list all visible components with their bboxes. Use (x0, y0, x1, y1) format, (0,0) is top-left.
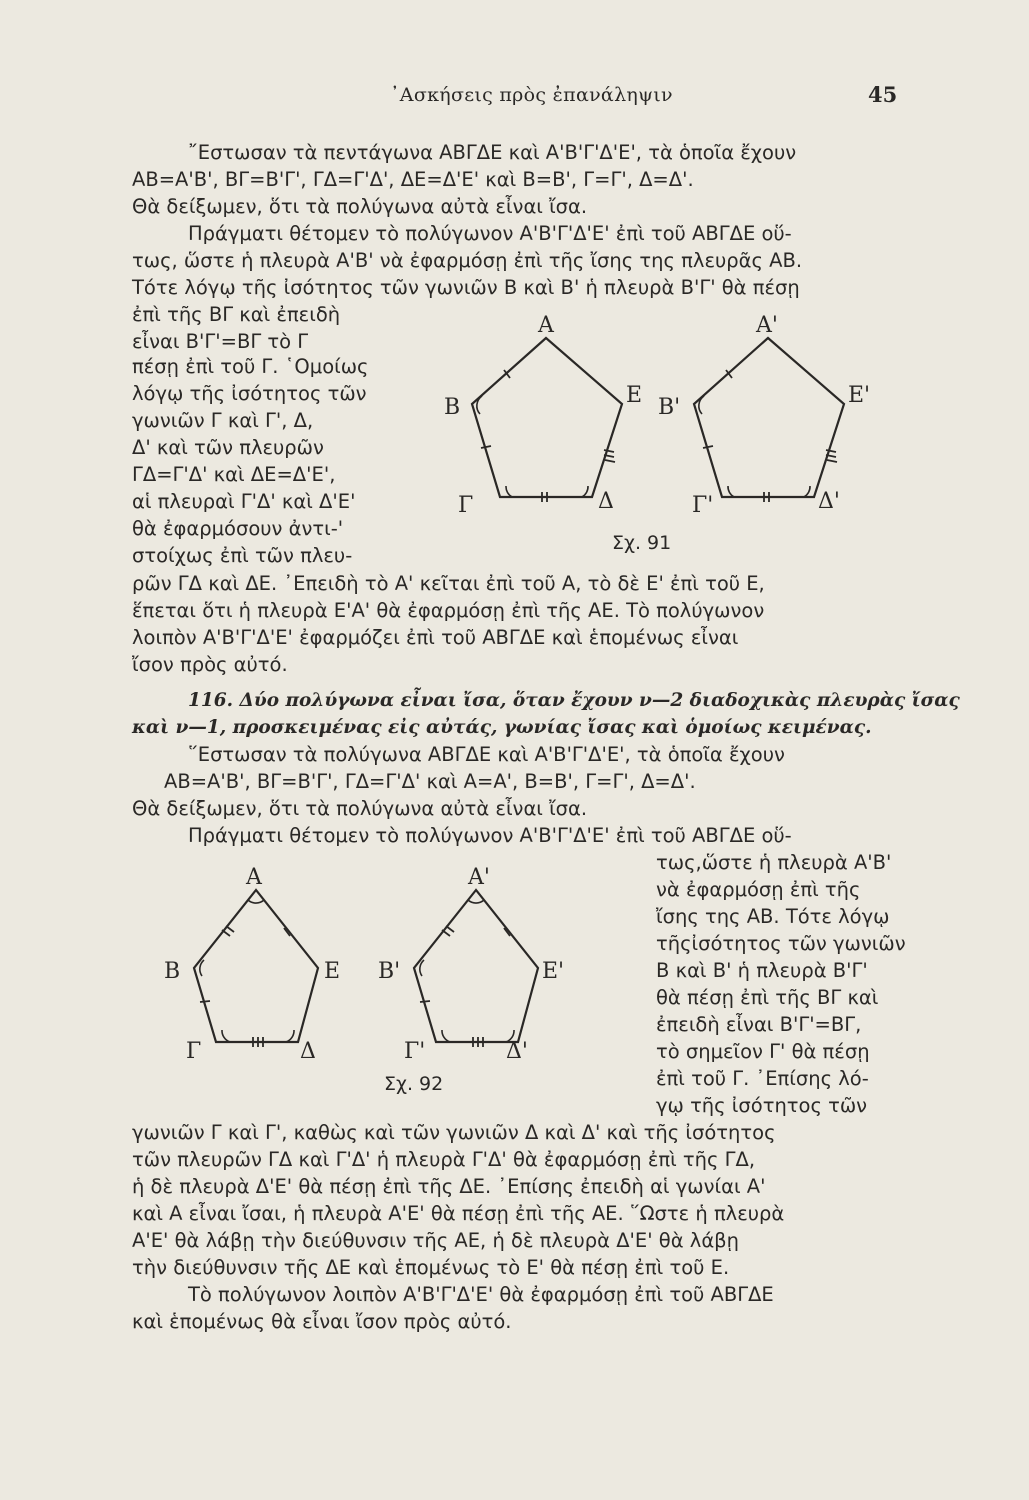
vertex-label: Α (538, 313, 554, 338)
text-line: ἐπὶ τῆς ΒΓ καὶ ἐπειδὴ (132, 303, 341, 326)
vertex-label: Β' (658, 395, 681, 420)
figure-caption: Σχ. 92 (384, 1073, 444, 1095)
text-line: ἐπὶ τοῦ Γ. ᾿Επίσης λό- (656, 1067, 869, 1090)
vertex-label: Δ (300, 1039, 316, 1064)
text-line: καὶ Α εἶναι ἴσαι, ἡ πλευρὰ Α'Ε' θὰ πέσῃ ἐπὶ τῆς ΑΕ. ῞Ωστε ἡ πλευρὰ (132, 1202, 785, 1225)
text-line: ΓΔ=Γ'Δ' καὶ ΔΕ=Δ'Ε', (132, 463, 336, 486)
text-line: στοίχως ἐπὶ τῶν πλευ- (132, 544, 353, 567)
vertex-label: Β (444, 395, 461, 420)
vertex-label: Ε' (542, 959, 565, 984)
vertex-label: Γ' (692, 493, 714, 518)
pentagon-abgde (194, 890, 318, 1042)
text-line: Δ' καὶ τῶν πλευρῶν (132, 436, 324, 459)
text-line: Α'Ε' θὰ λάβῃ τὴν διεύθυνσιν τῆς ΑΕ, ἡ δὲ πλευρὰ Δ'Ε' θὰ λάβῃ (132, 1229, 739, 1252)
vertex-label: Α (246, 865, 262, 890)
figure-91 (430, 300, 880, 550)
text-line: αἱ πλευραὶ Γ'Δ' καὶ Δ'Ε' (132, 490, 356, 513)
text-line: ῎Εστωσαν τὰ πεντάγωνα ΑΒΓΔΕ καὶ Α'Β'Γ'Δ'Ε', τὰ ὁποῖα ἔχουν (188, 141, 797, 164)
text-line: γωνιῶν Γ καὶ Γ', Δ, (132, 409, 314, 432)
text-line: Τότε λόγῳ τῆς ἰσότητος τῶν γωνιῶν Β καὶ Β' ἡ πλευρὰ Β'Γ' θὰ πέσῃ (132, 276, 800, 299)
figure-caption: Σχ. 91 (612, 532, 672, 554)
vertex-label: Β' (378, 959, 401, 984)
vertex-label: Α' (756, 313, 778, 338)
text-line: ΑΒ=Α'Β', ΒΓ=Β'Γ', ΓΔ=Γ'Δ' καὶ Α=Α', Β=Β', Γ=Γ', Δ=Δ'. (164, 770, 696, 793)
vertex-label: Γ (458, 493, 474, 518)
vertex-label: Β (164, 959, 181, 984)
text-line: θὰ ἐφαρμόσουν ἀντι-' (132, 517, 344, 540)
theorem-heading: καὶ ν—1, προσκειμένας εἰς αὐτάς, γωνίας ἴσας καὶ ὁμοίως κειμένας. (132, 717, 872, 738)
text-line: τως, ὥστε ἡ πλευρὰ Α'Β' νὰ ἐφαρμόσῃ ἐπὶ τῆς ἴσης της πλευρᾶς ΑΒ. (132, 249, 803, 272)
vertex-label: Α' (468, 865, 490, 890)
text-line: ρῶν ΓΔ καὶ ΔΕ. ᾿Επειδὴ τὸ Α' κεῖται ἐπὶ τοῦ Α, τὸ δὲ Ε' ἐπὶ τοῦ Ε, (132, 572, 765, 595)
vertex-label: Ε (626, 383, 643, 408)
vertex-label: Γ' (404, 1039, 426, 1064)
vertex-label: Δ' (818, 489, 840, 514)
text-line: θὰ πέσῃ ἐπὶ τῆς ΒΓ καὶ (656, 986, 879, 1009)
text-line: εἶναι Β'Γ'=ΒΓ τὸ Γ (132, 330, 309, 353)
text-line: Πράγματι θέτομεν τὸ πολύγωνον Α'Β'Γ'Δ'Ε' ἐπὶ τοῦ ΑΒΓΔΕ οὕ- (188, 222, 792, 245)
text-line: τῆςἰσότητος τῶν γωνιῶν (656, 932, 906, 955)
text-line: τὴν διεύθυνσιν τῆς ΔΕ καὶ ἑπομένως τὸ Ε' θὰ πέσῃ ἐπὶ τοῦ Ε. (132, 1256, 730, 1279)
vertex-label: Γ (186, 1039, 202, 1064)
text-line: ἴσης της ΑΒ. Τότε λόγῳ (656, 905, 890, 928)
pentagon-a-prime (414, 890, 538, 1042)
text-line: λόγῳ τῆς ἰσότητος τῶν (132, 382, 367, 405)
theorem-heading: 116. Δύο πολύγωνα εἶναι ἴσα, ὅταν ἔχουν ν—2 διαδοχικὰς πλευρὰς ἴσας (188, 690, 960, 711)
page-number: 45 (868, 82, 898, 107)
vertex-label: Δ' (506, 1039, 528, 1064)
text-line: ἴσον πρὸς αὐτό. (132, 653, 288, 676)
text-line: ῞Εστωσαν τὰ πολύγωνα ΑΒΓΔΕ καὶ Α'Β'Γ'Δ'Ε', τὰ ὁποῖα ἔχουν (188, 743, 785, 766)
text-line: ἐπειδὴ εἶναι Β'Γ'=ΒΓ, (656, 1013, 862, 1036)
text-line: Θὰ δείξωμεν, ὅτι τὰ πολύγωνα αὐτὰ εἶναι ἴσα. (132, 797, 588, 820)
pentagon-a-prime (694, 338, 844, 497)
text-line: γῳ τῆς ἰσότητος τῶν (656, 1094, 868, 1117)
text-line: Θὰ δείξωμεν, ὅτι τὰ πολύγωνα αὐτὰ εἶναι ἴσα. (132, 195, 588, 218)
text-line: γωνιῶν Γ καὶ Γ', καθὼς καὶ τῶν γωνιῶν Δ καὶ Δ' καὶ τῆς ἰσότητος (132, 1121, 776, 1144)
text-line: Πράγματι θέτομεν τὸ πολύγωνον Α'Β'Γ'Δ'Ε' ἐπὶ τοῦ ΑΒΓΔΕ οὕ- (188, 824, 792, 847)
text-line: πέσῃ ἐπὶ τοῦ Γ. ῾Ομοίως (132, 355, 369, 378)
text-line: τὸ σημεῖον Γ' θὰ πέσῃ (656, 1040, 870, 1063)
text-line: λοιπὸν Α'Β'Γ'Δ'Ε' ἐφαρμόζει ἐπὶ τοῦ ΑΒΓΔΕ καὶ ἑπομένως εἶναι (132, 626, 739, 649)
text-line: ἕπεται ὅτι ἡ πλευρὰ Ε'Α' θὰ ἐφαρμόσῃ ἐπὶ τῆς ΑΕ. Τὸ πολύγωνον (132, 599, 765, 622)
text-line: Β καὶ Β' ἡ πλευρὰ Β'Γ' (656, 959, 868, 982)
text-line: καὶ ἑπομένως θὰ εἶναι ἴσον πρὸς αὐτό. (132, 1310, 512, 1333)
vertex-label: Ε' (848, 383, 871, 408)
running-head: ᾿Ασκήσεις πρὸς ἐπανάληψιν (390, 84, 673, 106)
vertex-label: Ε (324, 959, 341, 984)
text-line: ΑΒ=Α'Β', ΒΓ=Β'Γ', ΓΔ=Γ'Δ', ΔΕ=Δ'Ε' καὶ Β=Β', Γ=Γ', Δ=Δ'. (132, 168, 694, 191)
text-line: νὰ ἐφαρμόσῃ ἐπὶ τῆς (656, 878, 861, 901)
text-line: τως,ὥστε ἡ πλευρὰ Α'Β' (656, 851, 892, 874)
text-line: Τὸ πολύγωνον λοιπὸν Α'Β'Γ'Δ'Ε' θὰ ἐφαρμόσῃ ἐπὶ τοῦ ΑΒΓΔΕ (188, 1283, 774, 1306)
text-line: ἡ δὲ πλευρὰ Δ'Ε' θὰ πέσῃ ἐπὶ τῆς ΔΕ. ᾿Επίσης ἐπειδὴ αἱ γωνίαι Α' (132, 1175, 766, 1198)
vertex-label: Δ (598, 489, 614, 514)
text-line: τῶν πλευρῶν ΓΔ καὶ Γ'Δ' ἡ πλευρὰ Γ'Δ' θὰ ἐφαρμόσῃ ἐπὶ τῆς ΓΔ, (132, 1148, 756, 1171)
figure-92 (150, 860, 570, 1064)
pentagon-abgde (472, 338, 622, 497)
